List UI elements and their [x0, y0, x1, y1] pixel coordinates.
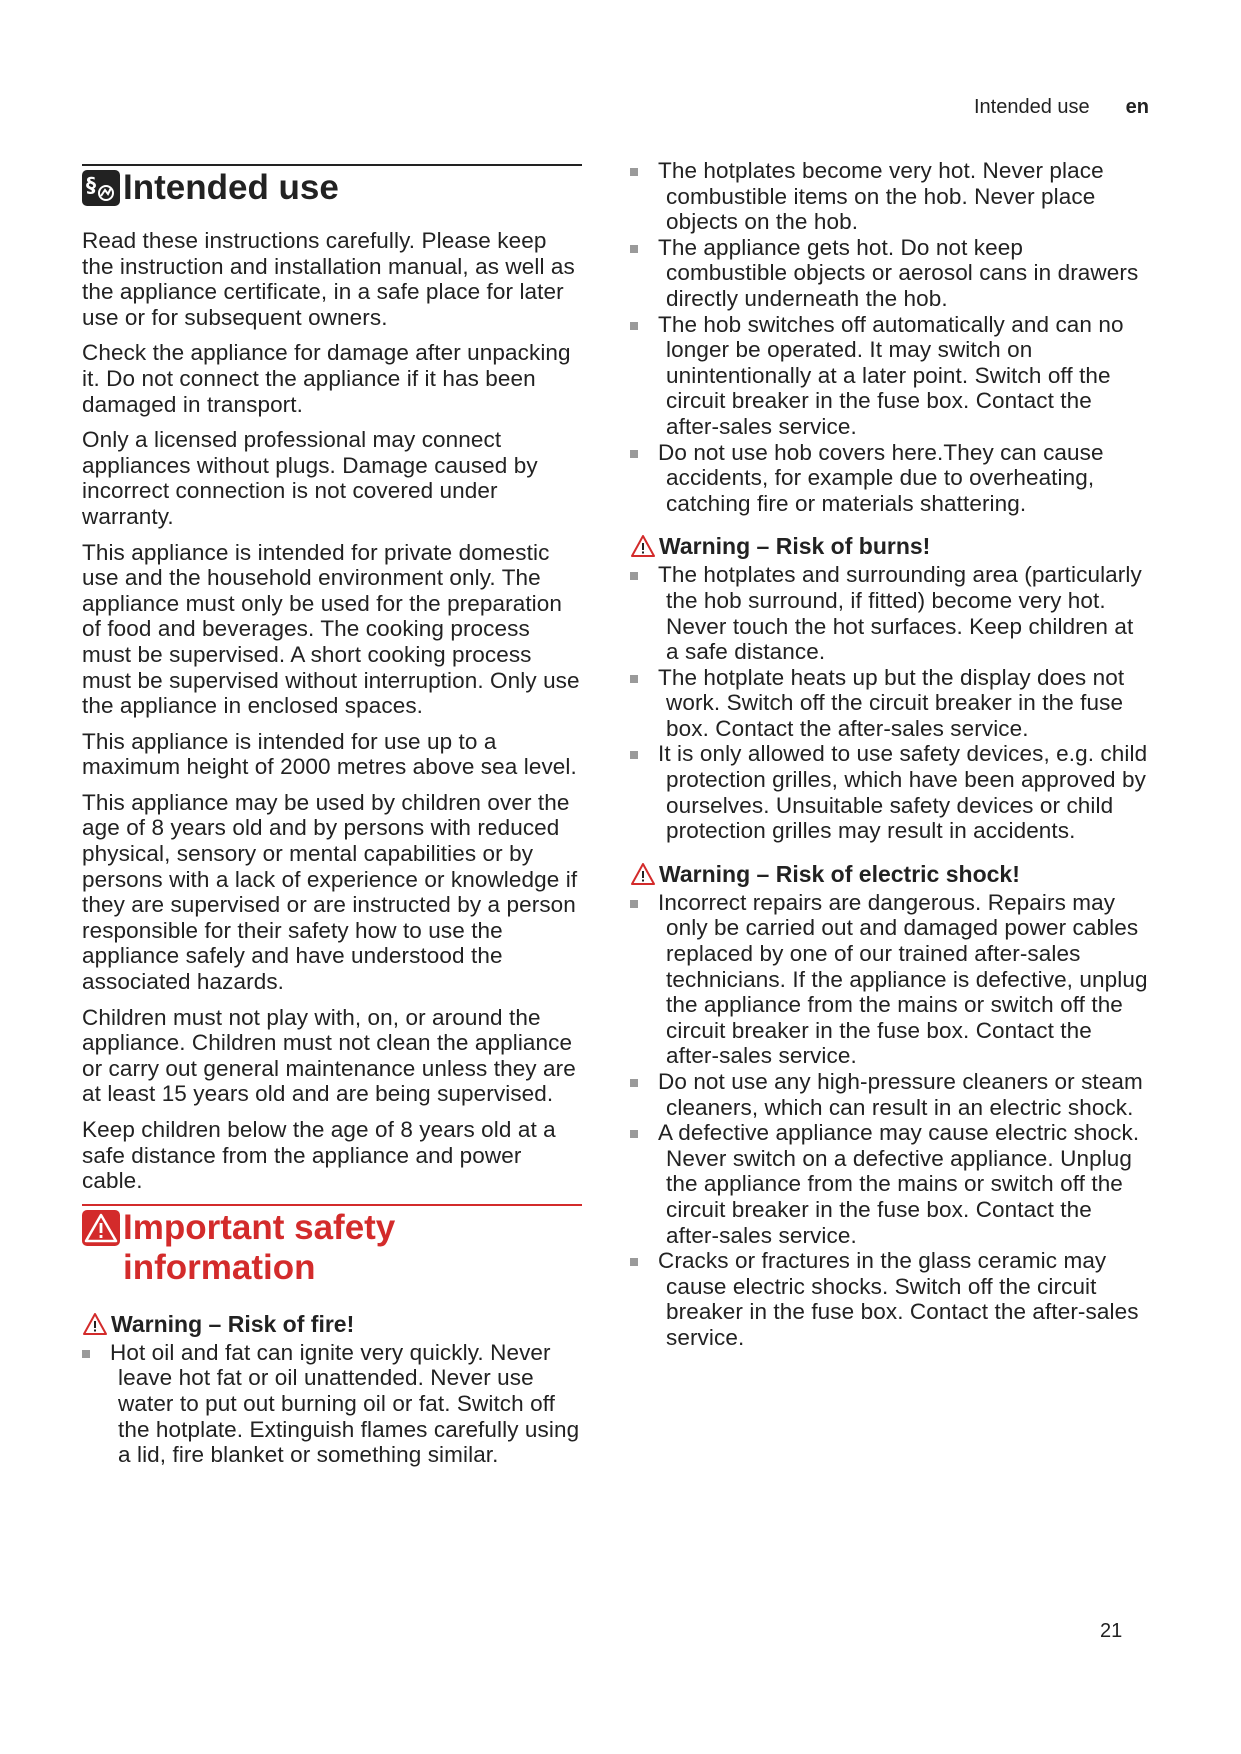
- intended-use-heading: [82, 164, 582, 208]
- list-item: Incorrect repairs are dangerous. Repairs may only be carried out and damaged power cables replaced by one of our trained after-sales technicians. If the appliance is defective, unplug the appliance from the mains or switch off the circuit breaker in the fuse box. Contact the after-sales service.: [630, 890, 1150, 1069]
- paragraph: Only a licensed professional may connect appliances without plugs. Damage caused by incorrect connection is not covered under warranty.: [82, 427, 538, 529]
- list-item: The hob switches off automatically and can no longer be operated. It may switch on unintentionally at a later point. Switch off the circuit breaker in the fuse box. Contact the after-sales service.: [630, 312, 1150, 440]
- header-section-title: Intended use: [974, 96, 1090, 118]
- list-item: Cracks or fractures in the glass ceramic may cause electric shocks. Switch off the circuit breaker in the fuse box. Contact the after-sales service.: [630, 1248, 1150, 1350]
- list-item: Do not use hob covers here.They can cause accidents, for example due to overheating, catching fire or materials shattering.: [630, 440, 1150, 517]
- shock-warning-list: [630, 890, 1150, 1351]
- paragraph: Read these instructions carefully. Please keep the instruction and installation manual, as well as the appliance certificate, in a safe place for later use or for subsequent owners.: [82, 228, 575, 330]
- shock-warning-heading: [630, 860, 1150, 888]
- list-item: Do not use any high-pressure cleaners or steam cleaners, which can result in an electric shock.: [630, 1069, 1150, 1120]
- list-item: A defective appliance may cause electric shock. Never switch on a defective appliance. Unplug the appliance from the mains or switch off the circuit breaker in the fuse box. Contact the after-sales service.: [630, 1120, 1150, 1248]
- safety-heading: [82, 1204, 582, 1288]
- intended-use-body: [82, 228, 582, 1194]
- intended-use-title: Intended use: [123, 168, 339, 207]
- safety-title-line1: Important safety: [123, 1207, 396, 1247]
- page-header: [974, 96, 1149, 119]
- list-item: It is only allowed to use safety devices, e.g. child protection grilles, which have been approved by ourselves. Unsuitable safety devices or child protection grilles may result in accidents.: [630, 741, 1150, 843]
- intended-use-icon: [82, 170, 120, 206]
- safety-title-line2: information: [123, 1247, 316, 1287]
- warning-triangle-icon: [82, 1312, 108, 1336]
- list-item: Hot oil and fat can ignite very quickly. Never leave hot fat or oil unattended. Never use water to put out burning oil or fat. Switch off the hotplate. Extinguish flames carefully using a lid, fire blanket or something similar.: [82, 1340, 582, 1468]
- fire-warning-list: [82, 1340, 582, 1468]
- left-column: [82, 160, 582, 1476]
- burns-warning-heading: [630, 532, 1150, 560]
- burns-warning-list: [630, 562, 1150, 844]
- paragraph: This appliance may be used by children over the age of 8 years old and by persons with reduced physical, sensory or mental capabilities or by persons with a lack of experience or knowledge if they are supervised or are instructed by a person responsible for their safety how to use the appliance safely and have understood the associated hazards.: [82, 789, 578, 995]
- list-item: The hotplates and surrounding area (particularly the hob surround, if fitted) become very hot. Never touch the hot surfaces. Keep children at a safe distance.: [630, 562, 1150, 664]
- right-column: [630, 158, 1150, 1359]
- burns-warning-text: Warning – Risk of burns!: [659, 533, 931, 560]
- fire-warning-text: Warning – Risk of fire!: [111, 1310, 355, 1337]
- paragraph: Children must not play with, on, or around the appliance. Children must not clean the appliance or carry out general maintenance unless they are at least 15 years old and are being supervised.: [82, 1004, 576, 1107]
- svg-text:§: §: [86, 173, 96, 197]
- list-item: The hotplate heats up but the display does not work. Switch off the circuit breaker in the fuse box. Contact the after-sales service.: [630, 665, 1150, 742]
- paragraph: Keep children below the age of 8 years old at a safe distance from the appliance and power cable.: [82, 1117, 556, 1194]
- fire-warning-list-continued: [630, 158, 1150, 516]
- safety-title: [123, 1208, 395, 1288]
- paragraph: This appliance is intended for use up to a maximum height of 2000 metres above sea level.: [82, 728, 577, 780]
- safety-warning-icon: [82, 1210, 120, 1246]
- paragraph: Check the appliance for damage after unpacking it. Do not connect the appliance if it has been damaged in transport.: [82, 340, 571, 417]
- warning-triangle-icon: [630, 862, 656, 886]
- page-number: 21: [1100, 1620, 1123, 1642]
- fire-warning-heading: [82, 1310, 582, 1338]
- paragraph: This appliance is intended for private domestic use and the household environment only. The appliance must only be used for the preparation of food and beverages. The cooking process must be supervised. A short cooking process must be supervised without interruption. Only use the appliance in enclosed spaces.: [82, 539, 580, 719]
- list-item: The appliance gets hot. Do not keep combustible objects or aerosol cans in drawers directly underneath the hob.: [630, 235, 1150, 312]
- list-item: The hotplates become very hot. Never place combustible items on the hob. Never place objects on the hob.: [630, 158, 1150, 235]
- shock-warning-text: Warning – Risk of electric shock!: [659, 860, 1020, 887]
- warning-triangle-icon: [630, 534, 656, 558]
- header-language: en: [1125, 96, 1149, 118]
